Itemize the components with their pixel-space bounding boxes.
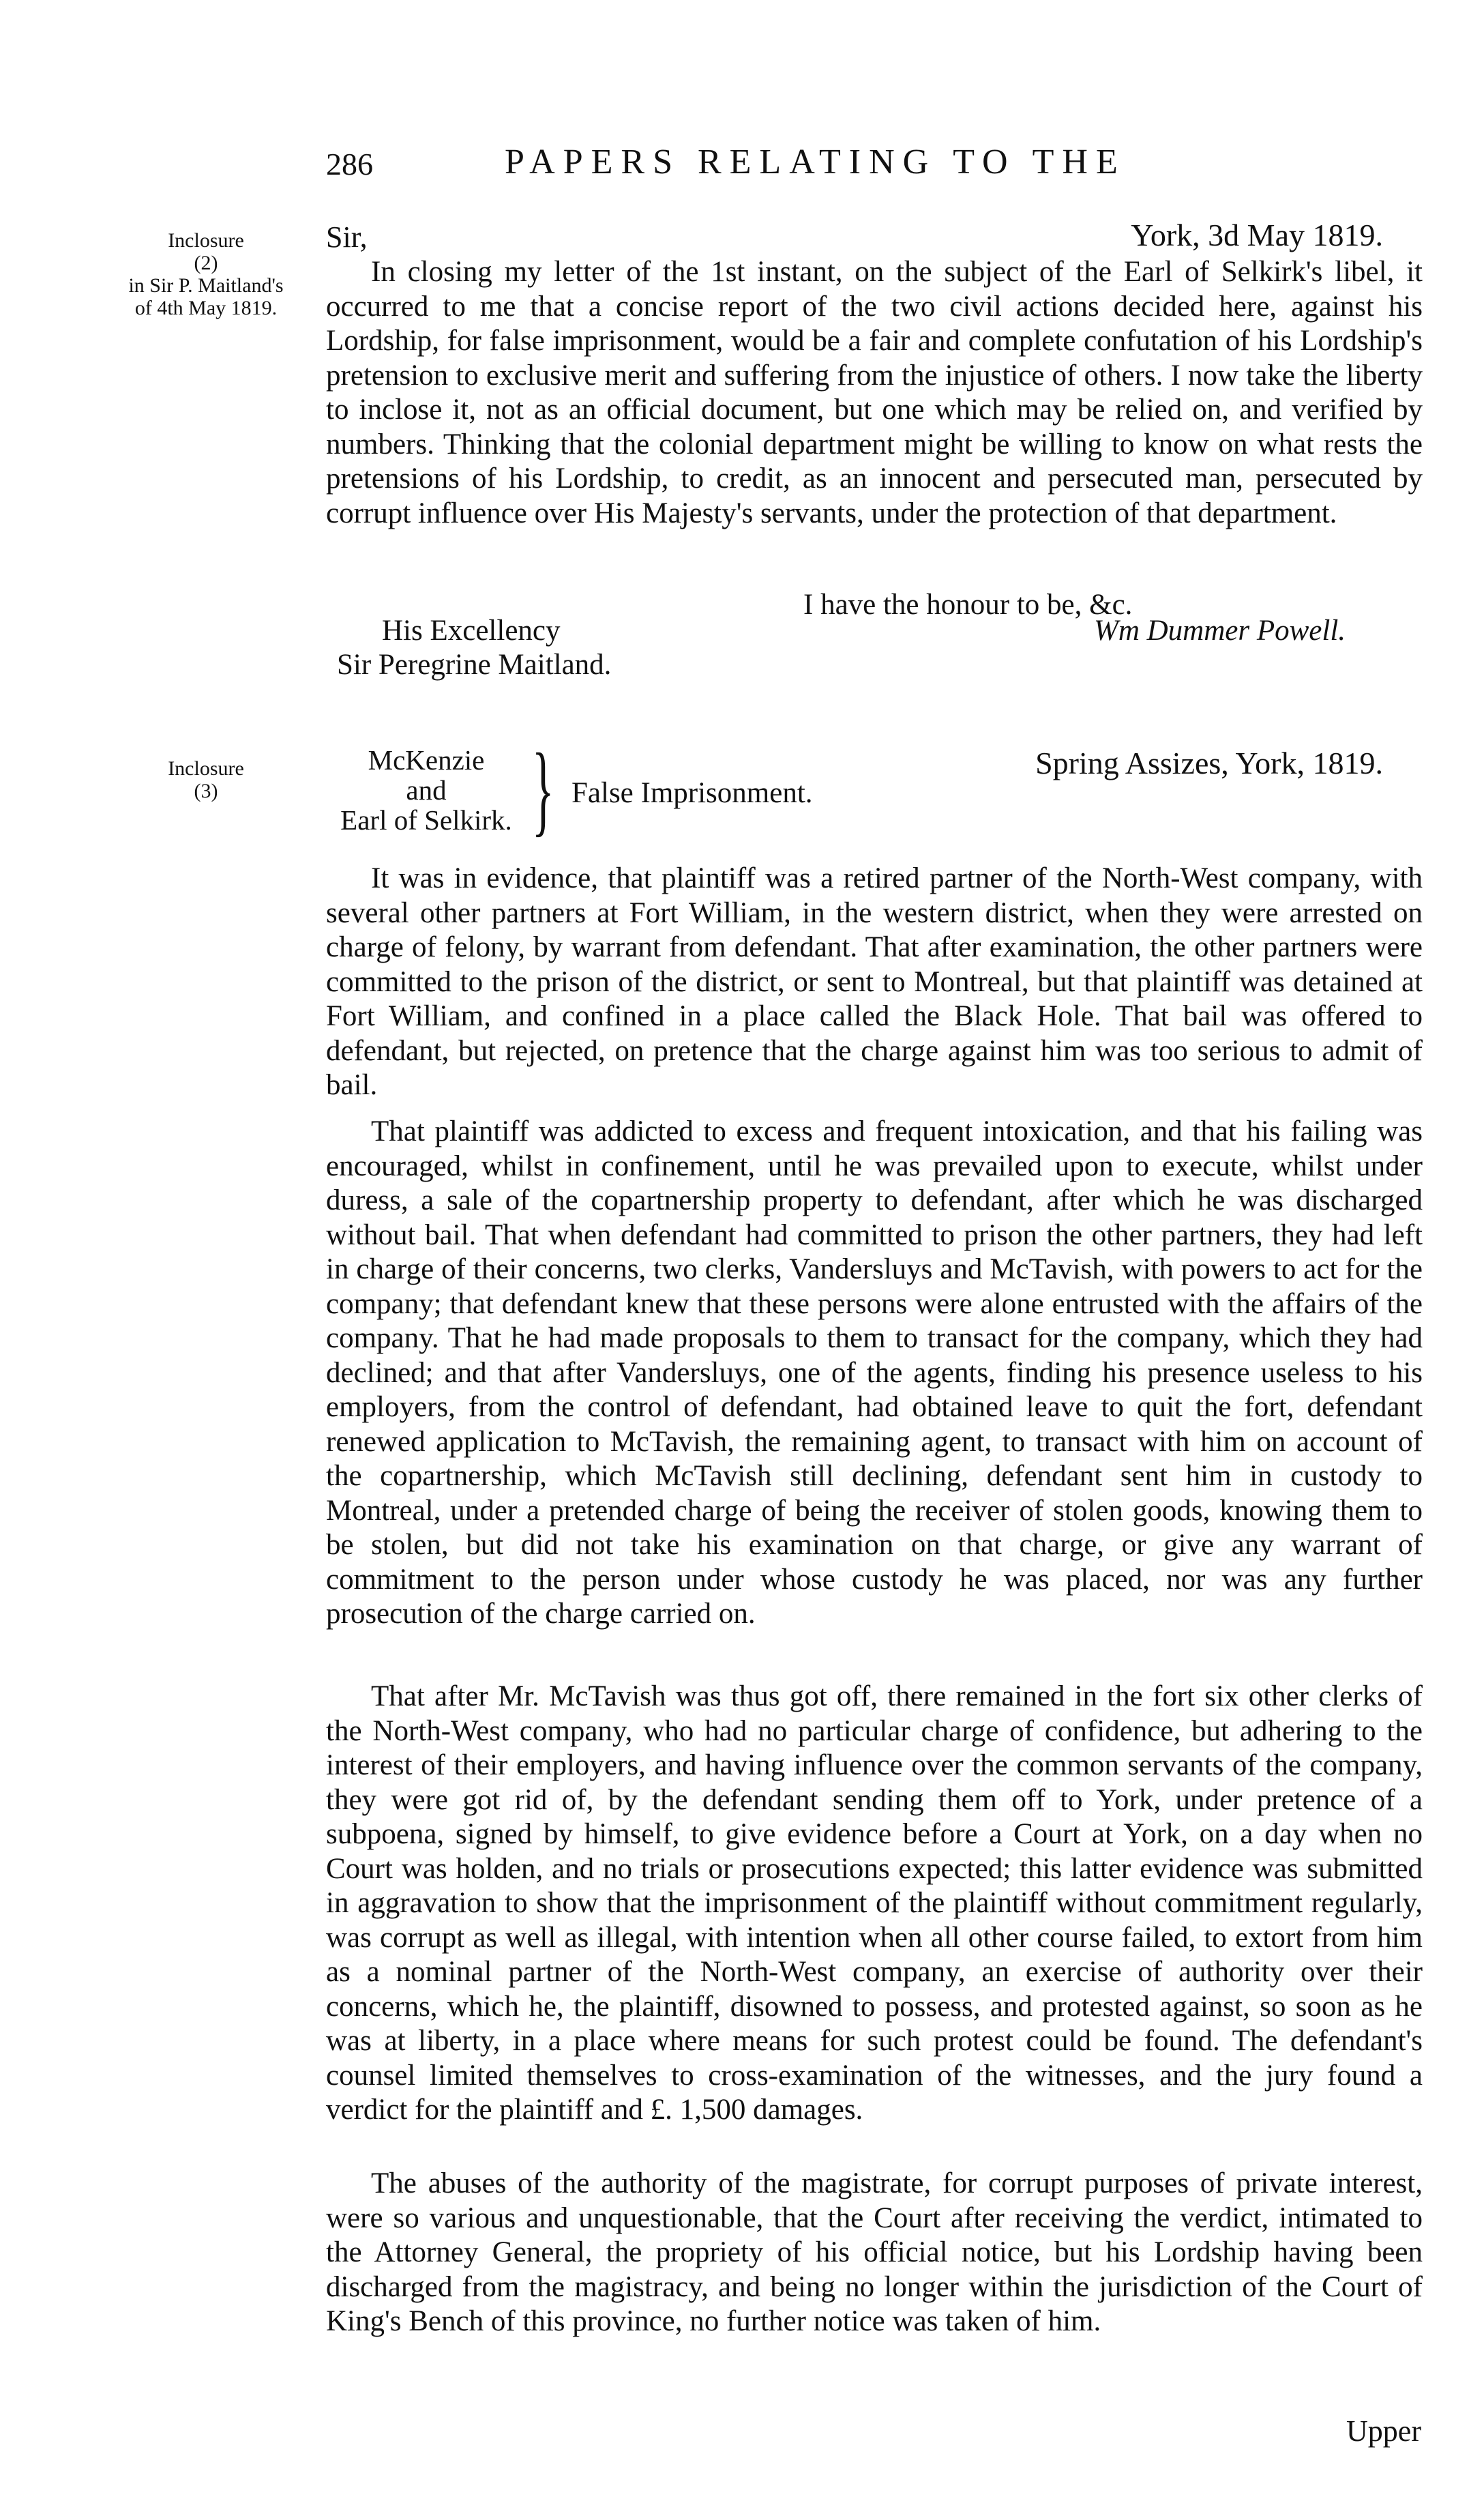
margin-note-line: (3) xyxy=(194,780,218,802)
case-paragraph: That plaintiff was addicted to excess and frequent intoxication, and that his failing was encouraged, whilst in confinement, until he was prevailed upon to execute, whilst under duress, a sale of the copartnership property to defendant, after which he was discharged without bail. That when defendant had committed to prison the other partners, they had left in charge of their concerns, two clerks, Vandersluys and McTavish, with powers to act for the company; that defendant knew that these persons were alone entrusted with the affairs of the company. That he had made proposals to them to transact for the company, which they had declined; and that after Vandersluys, one of the agents, finding his presence useless to his employers, from the control of defendant, had obtained leave to quit the fort, defendant renewed application to McTavish, the remaining agent, to transact with him on account of the copartnership, which McTavish still declining, defendant sent him in custody to Montreal, under a pretended charge of being the receiver of stolen goods, knowing them to be stolen, but did not take his examination on that charge, or give any warrant of commitment to the person under whose custody he was placed, nor was any further prosecution of the charge carried on. xyxy=(326,1115,1423,1630)
margin-note-line: of 4th May 1819. xyxy=(134,297,278,319)
letter-salutation: Sir, xyxy=(326,220,368,254)
letter-dateline: York, 3d May 1819. xyxy=(1131,218,1383,252)
party-line: Earl of Selkirk. xyxy=(340,804,512,836)
inclosure-3-margin-note xyxy=(117,757,295,802)
running-head: PAPERS RELATING TO THE xyxy=(505,143,1126,181)
margin-note-line: Inclosure xyxy=(168,757,244,780)
margin-note-line: in Sir P. Maitland's xyxy=(128,274,284,297)
case-paragraph: That after Mr. McTavish was thus got off, there remained in the fort six other clerks of the North-West company, who had no particular charge of confidence, but adhering to the interest of their employers, and having influence over the common servants of the company, they were got rid of, by the defendant sending them off to York, under pretence of a subpoena, signed by himself, to give evidence before a Court at York, on a day when no Court was holden, and no trials or prosecutions expected; this latter evidence was submitted in aggravation to show that the imprisonment of the plaintiff without commitment regularly, was corrupt as well as illegal, with intention when all other course failed, to extort from him as a nominal partner of the North-West company, an exercise of authority over their concerns, which he, the plaintiff, disowned to possess, and protested against, so soon as he was at liberty, in a place where means for such protest could be found. The defendant's counsel limited themselves to cross-examination of the witnesses, and the jury found a verdict for the plaintiff and £. 1,500 damages. xyxy=(326,1680,1423,2126)
letter-body: In closing my letter of the 1st instant, on the subject of the Earl of Selkirk's libel, it occurred to me that a concise report of the two civil actions decided here, against his Lordship, for false imprisonment, would be a fair and complete confutation of his Lordship's pretension to exclusive merit and suffering from the injustice of others. I now take the liberty to inclose it, not as an official document, but one which may be relied on, and verified by numbers. Thinking that the colonial department might be willing to know on what rests the pretensions of his Lordship, to credit, as an innocent and persecuted man, persecuted by corrupt influence over His Majesty's servants, under the protection of that department. xyxy=(326,256,1423,529)
case-parties xyxy=(321,745,532,835)
case-assizes: Spring Assizes, York, 1819. xyxy=(1035,746,1383,780)
letter-signature: Wm Dummer Powell. xyxy=(1094,615,1346,647)
case-type: False Imprisonment. xyxy=(572,777,813,809)
case-brace: } xyxy=(532,733,554,846)
page-number: 286 xyxy=(326,147,373,181)
case-paragraph: The abuses of the authority of the magistrate, for corrupt purposes of private interest, were so various and unquestionable, that the Court after receiving the verdict, intimated to the Attorney General, the propriety of his official notice, but his Lordship having been discharged from the magistracy, and being no longer within the jurisdiction of the Court of King's Bench of this province, no further notice was taken of him. xyxy=(326,2167,1423,2337)
address-line: His Excellency xyxy=(382,615,561,647)
address-line: Sir Peregrine Maitland. xyxy=(337,649,612,681)
margin-note-line: (2) xyxy=(194,252,218,274)
letter-address xyxy=(337,614,611,682)
letter-closing: I have the honour to be, &c. xyxy=(803,589,1133,621)
party-line: and xyxy=(406,774,447,806)
inclosure-2-margin-note xyxy=(117,229,295,319)
margin-note-line: Inclosure xyxy=(168,229,244,252)
party-line: McKenzie xyxy=(368,744,485,776)
case-paragraph: It was in evidence, that plaintiff was a retired partner of the North-West company, with several other partners at Fort William, in the western district, when they were arrested on charge of felony, by warrant from defendant. That after examination, the other partners were committed to the prison of the district, or sent to Montreal, but that plaintiff was detained at Fort William, and confined in a place called the Black Hole. That bail was offered to defendant, but rejected, on pretence that the charge against him was too serious to admit of bail. xyxy=(326,862,1423,1101)
catchword: Upper xyxy=(1346,2414,1421,2448)
